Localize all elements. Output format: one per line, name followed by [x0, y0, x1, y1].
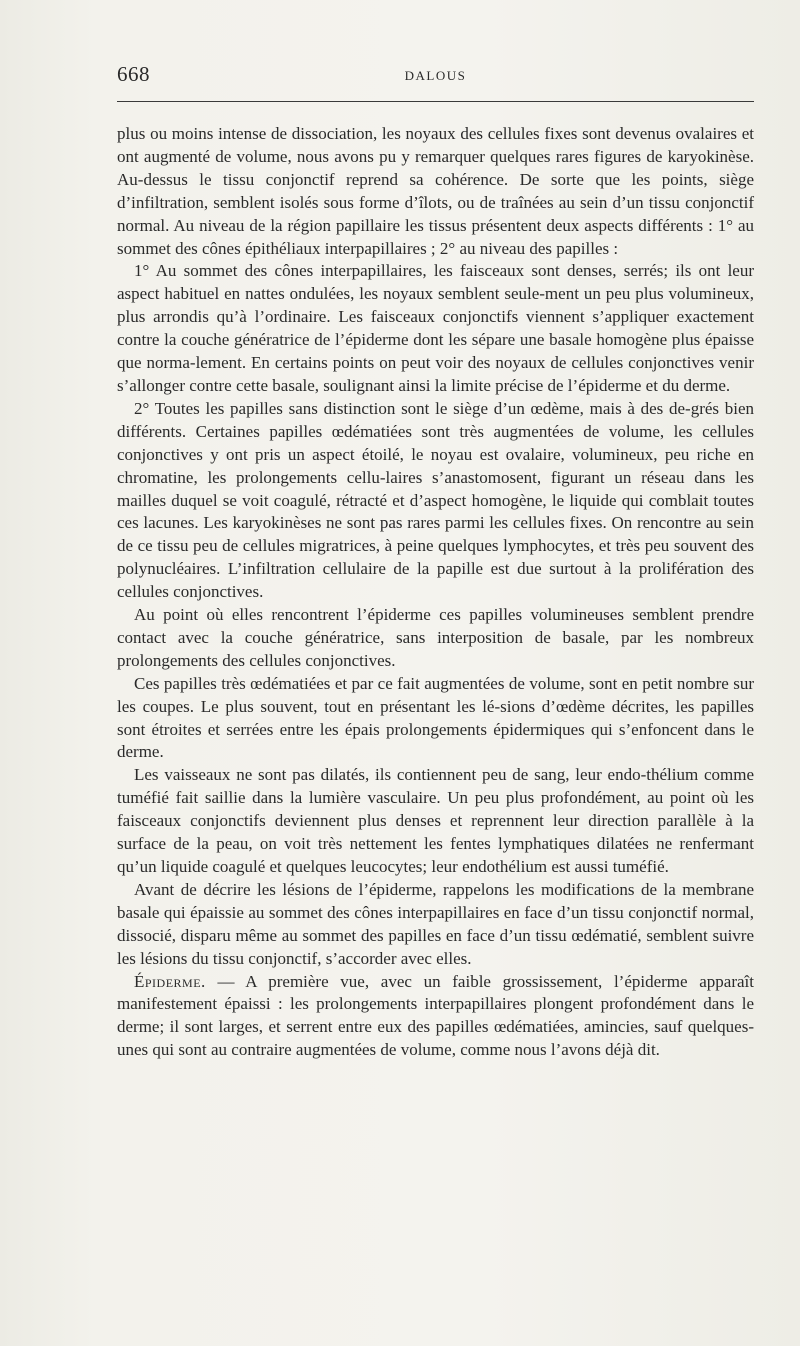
paragraph: plus ou moins intense de dissociation, les noyaux des cellules fixes sont devenus ovalaires et ont augmenté de volume, nous avons pu y remarquer quelques rares figures de karyokinèse. Au-dessus le tissu conjonctif reprend sa cohérence. De sorte que les points, siège d’infiltration, semblent isolés sous forme d’îlots, ou de traînées au sein d’un tissu conjonctif normal. Au niveau de la région papillaire les tissus présentent deux aspects différents : 1° au sommet des cônes épithéliaux interpapillaires ; 2° au niveau des papilles :	[117, 124, 754, 258]
running-title: DALOUS	[404, 68, 467, 83]
paragraph: Au point où elles rencontrent l’épiderme ces papilles volumineuses semblent prendre contact avec la couche génératrice, sans interposition de basale, par les nombreux prolongements des cellules conjonctives.	[117, 605, 754, 670]
paragraph: 1° Au sommet des cônes interpapillaires, les faisceaux sont denses, serrés; ils ont leur aspect habituel en nattes ondulées, les noyaux semblent seule-ment un peu plus volumineux, plus arrondis qu’à l’ordinaire. Les faisceaux conjonctifs viennent s’appliquer exactement contre la couche génératrice de l’épiderme dont les sépare une basale homogène plus épaisse que norma-lement. En certains points on peut voir des noyaux de cellules conjonctives venir s’allonger contre cette basale, soulignant ainsi la limite précise de l’épiderme et du derme.	[117, 261, 754, 395]
body-text	[117, 123, 754, 1062]
section-heading: Épiderme.	[134, 971, 206, 991]
page-header	[117, 62, 754, 92]
paragraph: Les vaisseaux ne sont pas dilatés, ils contiennent peu de sang, leur endo-thélium comme tuméfié fait saillie dans la lumière vasculaire. Un peu plus profondément, au point où les faisceaux conjonctifs deviennent plus denses et reprennent leur direction parallèle à la surface de la peau, on voit très nettement les fentes lymphatiques dilatées ne renfermant qu’un liquide coagulé et quelques leucocytes; leur endothélium est aussi tuméfié.	[117, 765, 754, 876]
epiderme-paragraph	[117, 971, 754, 1063]
section-text: — A première vue, avec un faible grossissement, l’épiderme apparaît manifestement épaissi : les prolongements interpapillaires plongent profondément dans le derme; il sont larges, et serrent entre eux des papilles œdématiées, amincies, sauf quelques-unes qui sont au contraire augmentées de volume, comme nous l’avons déjà dit.	[117, 971, 754, 1060]
paragraph: 2° Toutes les papilles sans distinction sont le siège d’un œdème, mais à des de-grés bien différents. Certaines papilles œdématiées sont très augmentées de volume, les cellules conjonctives y ont pris un aspect étoilé, le noyau est ovalaire, volumineux, peu riche en chromatine, les prolongements cellu-laires s’anastomosent, figurant un réseau dans les mailles duquel se voit coagulé, rétracté et d’aspect homogène, le liquide qui comblait toutes ces lacunes. Les karyokinèses ne sont pas rares parmi les cellules fixes. On rencontre au sein de ce tissu peu de cellules migratrices, à peine quelques lymphocytes, et très peu souvent des polynucléaires. L’infiltration cellulaire de la papille est due surtout à la prolifération des cellules conjonctives.	[117, 398, 754, 602]
header-rule	[117, 101, 754, 102]
page-number: 668	[117, 62, 150, 86]
paragraph: Ces papilles très œdématiées et par ce fait augmentées de volume, sont en petit nombre sur les coupes. Le plus souvent, tout en présentant les lé-sions d’œdème décrites, les papilles sont étroites et serrées entre les épais prolongements épidermiques qui s’enfoncent dans le derme.	[117, 673, 754, 762]
paragraph: Avant de décrire les lésions de l’épiderme, rappelons les modifications de la membrane basale qui épaissie au sommet des cônes interpapillaires en face d’un tissu conjonctif normal, dissocié, disparu même au sommet des papilles en face d’un tissu œdématié, semblent suivre les lésions du tissu conjonctif, s’accorder avec elles.	[117, 879, 754, 968]
